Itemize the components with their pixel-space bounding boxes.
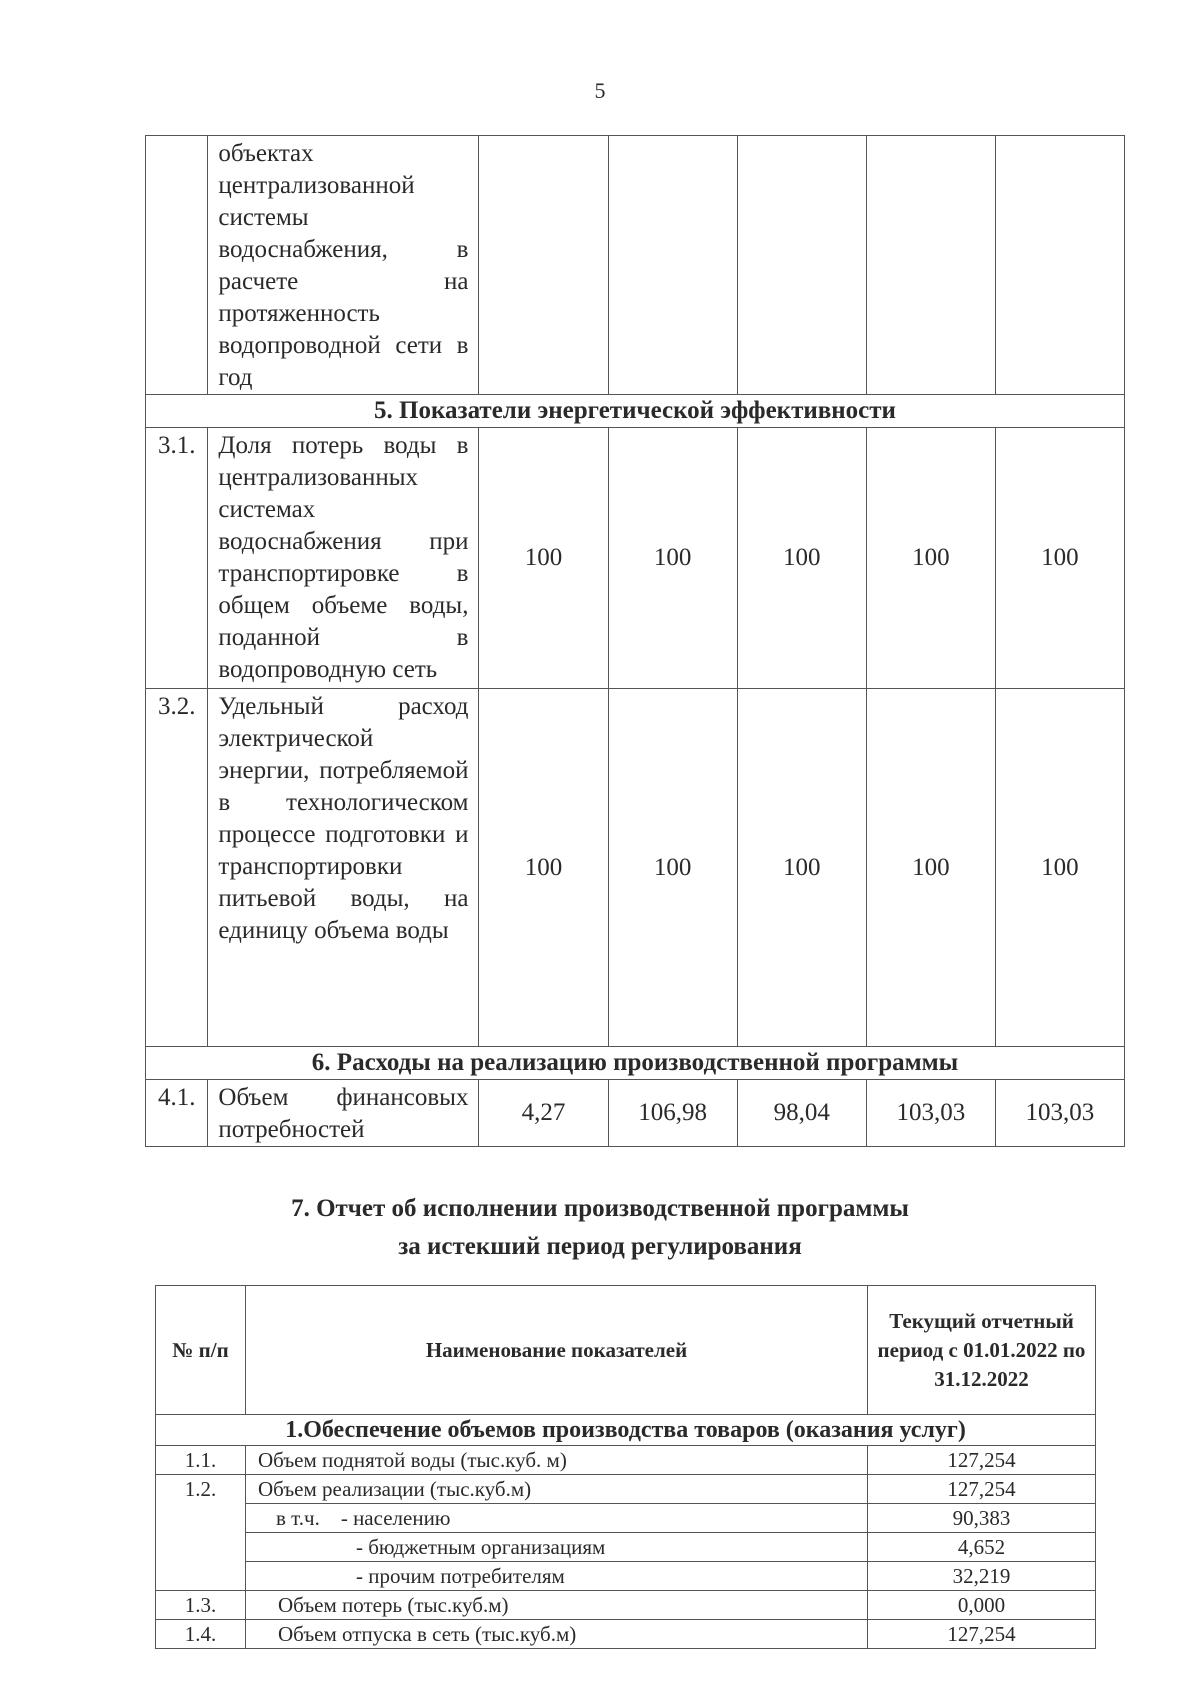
table-row [156,1562,1096,1591]
row-number: 1.2. [156,1475,246,1504]
header-name: Наименование показателей [246,1286,868,1415]
indicators-table [145,135,1125,1147]
row-description: Удельный расход электрической энергии, потребляемой в технологическом процессе подготовки и транспортировки питьевой воды, на единицу объема воды [208,689,479,1047]
row-value: 100 [737,689,866,1047]
row-description: Доля потерь воды в централизованных системах водоснабжения при транспортировке в общем объеме воды, поданной в водопроводную сеть [208,428,479,689]
section-title: 1.Обеспечение объемов производства товаров (оказания услуг) [156,1415,1096,1446]
section-row [146,395,1125,428]
row-number: 4.1. [146,1080,208,1147]
table-row [156,1475,1096,1504]
row-value [479,136,608,395]
row-value: 4,27 [479,1080,608,1147]
row-value: 103,03 [995,1080,1124,1147]
table-row [146,1080,1125,1147]
row-value: 100 [995,689,1124,1047]
row-value: 100 [995,428,1124,689]
table-row [156,1446,1096,1475]
section-heading [0,1190,1200,1266]
row-value: 106,98 [608,1080,737,1147]
row-name: Объем отпуска в сеть (тыс.куб.м) [246,1620,868,1649]
row-value: 4,652 [868,1533,1096,1562]
row-name: Объем поднятой воды (тыс.куб. м) [246,1446,868,1475]
row-value: 100 [608,428,737,689]
row-value: 100 [866,428,995,689]
page-number: 5 [594,78,606,103]
row-value: 103,03 [866,1080,995,1147]
row-number [156,1562,246,1591]
row-value: 100 [479,689,608,1047]
row-name: - бюджетным организациям [246,1533,868,1562]
row-number: 3.2. [146,689,208,1047]
heading-line-2: за истекший период регулирования [398,1233,802,1260]
row-value [737,136,866,395]
row-value: 0,000 [868,1591,1096,1620]
row-number [156,1533,246,1562]
row-value: 32,219 [868,1562,1096,1591]
row-number: 1.3. [156,1591,246,1620]
row-value: 100 [479,428,608,689]
row-value: 100 [866,689,995,1047]
header-period: Текущий отчетный период с 01.01.2022 по 31.12.2022 [868,1286,1096,1415]
row-number: 1.1. [156,1446,246,1475]
report-table [155,1285,1096,1649]
row-number [156,1504,246,1533]
table-row [156,1504,1096,1533]
row-value: 98,04 [737,1080,866,1147]
row-value [608,136,737,395]
row-name: Объем потерь (тыс.куб.м) [246,1591,868,1620]
row-name: - прочим потребителям [246,1562,868,1591]
row-value: 127,254 [868,1475,1096,1504]
row-number: 1.4. [156,1620,246,1649]
table-row [146,428,1125,689]
section-title: 6. Расходы на реализацию производственной программы [146,1047,1125,1080]
table-row [156,1533,1096,1562]
table-row [156,1620,1096,1649]
section-row [146,1047,1125,1080]
row-value [866,136,995,395]
row-value: 100 [737,428,866,689]
heading-line-1: 7. Отчет об исполнении производственной программы [291,1195,909,1222]
row-name: Объем реализации (тыс.куб.м) [246,1475,868,1504]
row-value: 127,254 [868,1620,1096,1649]
row-value: 90,383 [868,1504,1096,1533]
table-row [146,689,1125,1047]
row-number: 3.1. [146,428,208,689]
row-description: Объем финансовых потребностей [208,1080,479,1147]
header-num: № п/п [156,1286,246,1415]
section-title: 5. Показатели энергетической эффективности [146,395,1125,428]
table-row [146,136,1125,395]
header-row [156,1286,1096,1415]
row-value [995,136,1124,395]
section-row [156,1415,1096,1446]
row-description: объектах централизованной системы водоснабжения, в расчете на протяженность водопроводной сети в год [208,136,479,395]
row-value: 100 [608,689,737,1047]
row-number [146,136,208,395]
table-row [156,1591,1096,1620]
row-value: 127,254 [868,1446,1096,1475]
row-name: в т.ч. - населению [246,1504,868,1533]
